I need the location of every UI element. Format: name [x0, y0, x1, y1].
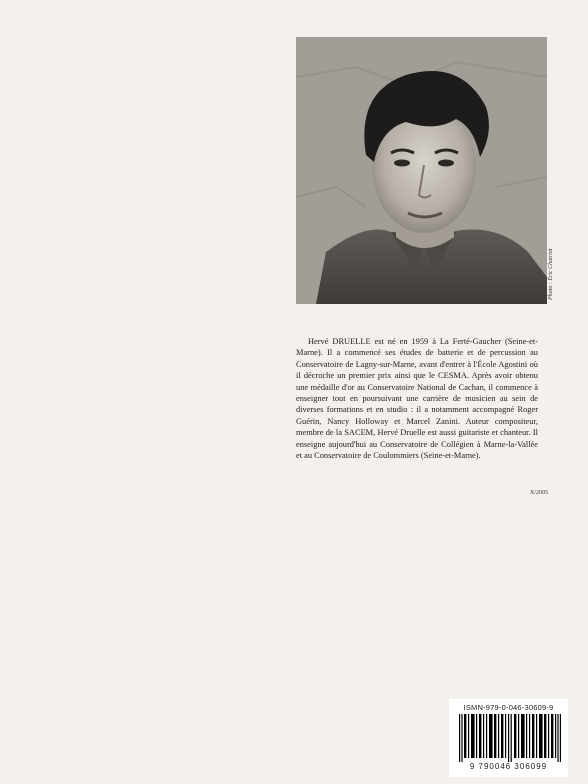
ismn-number: ISMN-979-0-046-30609-9: [463, 703, 554, 712]
author-photo: [296, 37, 547, 304]
photo-credit: Photo : Éric Chatriot: [548, 248, 554, 300]
author-portrait-image: [296, 37, 547, 304]
barcode-label: [449, 699, 568, 777]
author-biography: Hervé DRUELLE est né en 1959 à La Ferté-Gaucher (Seine-et-Marne). Il a commencé ses études de batterie et de percussion au Conservatoire de Lagny-sur-Marne, avant d'entrer à l'École Agostini où il décroche un premier prix ainsi que le CESMA. Après avoir obtenu une médaille d'or au Conservatoire National de Cachan, il commence à enseigner tout en poursuivant une carrière de musicien au sein de diverses formations et en studio : il a notamment accompagné Roger Guérin, Nancy Holloway et Marcel Zanini. Auteur compositeur, membre de la SACEM, Hervé Druelle est aussi guitariste et chanteur. Il enseigne aujourd'hui au Conservatoire de Collégien à Marne-la-Vallée et au Conservatoire de Coulommiers (Seine-et-Marne).: [296, 337, 538, 461]
barcode-bars-icon: [459, 714, 561, 762]
barcode-digits: 9 790046 306099: [469, 762, 548, 771]
edition-date-code: X/2005: [530, 490, 548, 496]
